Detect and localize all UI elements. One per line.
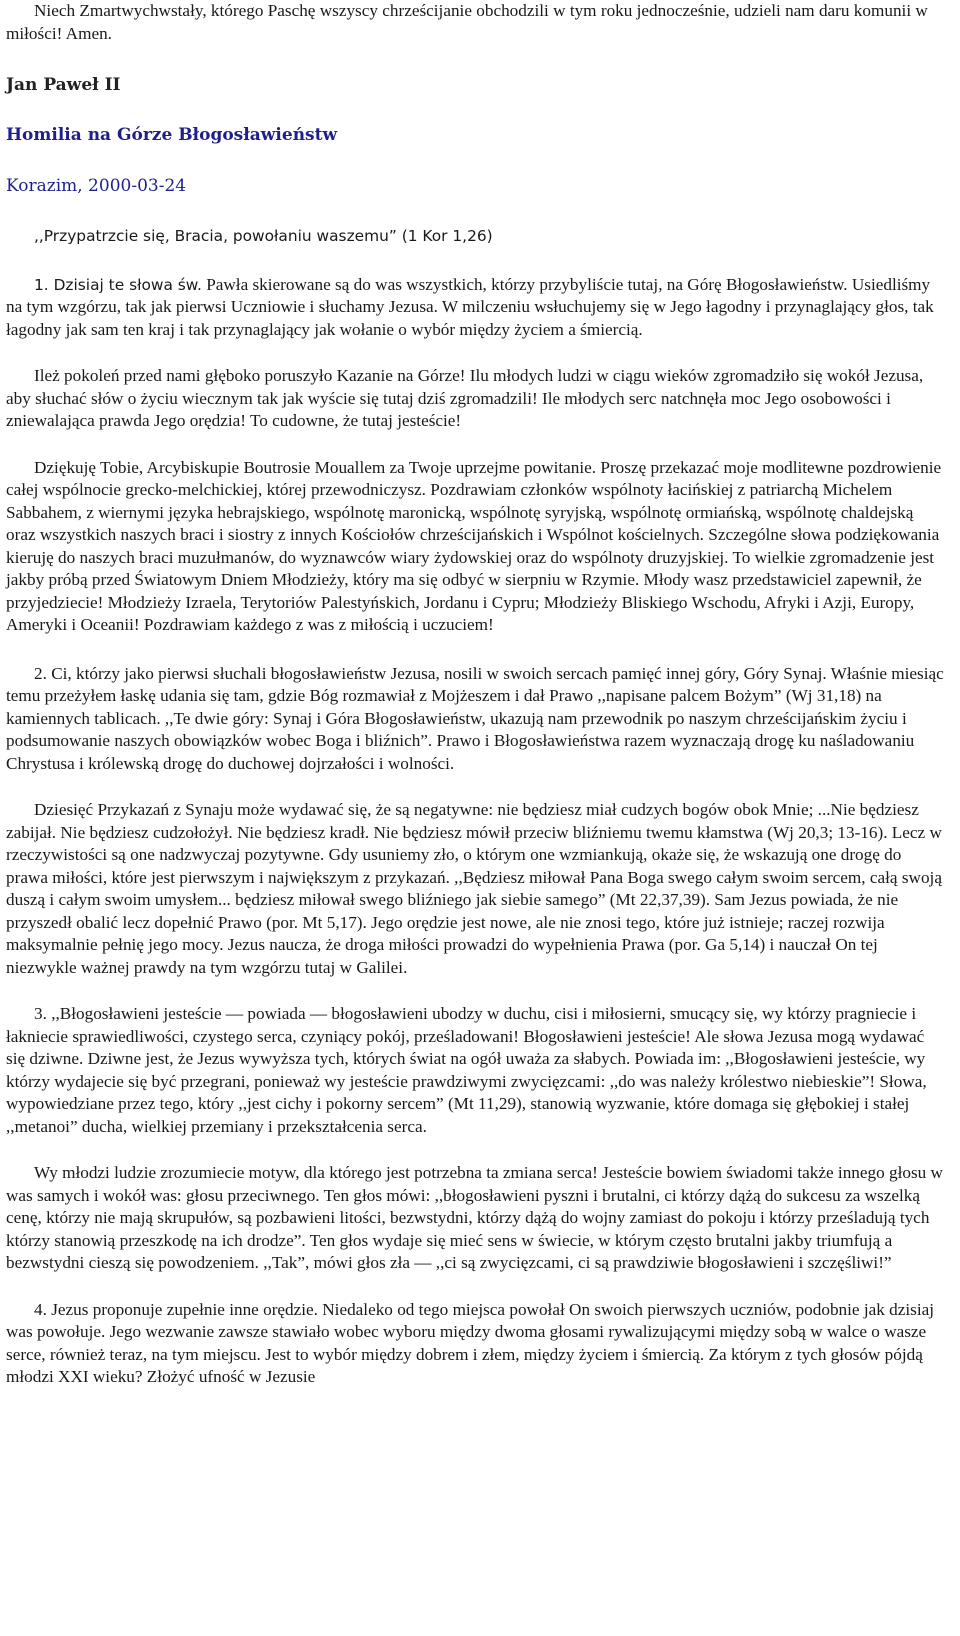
homily-title: Homilia na Górze Błogosławieństw [6, 125, 338, 145]
paragraph-8: 4. Jezus proponuje zupełnie inne orędzie. Niedaleko od tego miejsca powołał On swoich pierwszych uczniów, podobnie jak dzisiaj was powołuje. Jego wezwanie zawsze stawiało wobec wyboru między dwoma głosami rywalizującymi między sobą w walce o wasze serce, również teraz, na tym miejscu. Jest to wybór między dobrem i złem, między życiem i śmiercią. Za którym z tych głosów pójdą młodzi XXI wieku? Złożyć ufność w Jezusie [6, 1299, 935, 1386]
author-heading: Jan Paweł II [6, 75, 121, 95]
motto-quote: ,,Przypatrzcie się, Bracia, powołaniu waszemu” (1 Kor 1,26) [34, 227, 493, 245]
paragraph-5: Dziesięć Przykazań z Synaju może wydawać się, że są negatywne: nie będziesz miał cudzych bogów obok Mnie; ...Nie będziesz zabijał. Nie będziesz cudzołożył. Nie będziesz kradł. Nie będziesz mówił przeciw bliźniemu twemu kłamstwa (Wj 20,3; 13-16). Lecz w rzeczywistości są one nadzwyczaj pozytywne. Gdy usuniemy zło, o którym one wzmiankują, okaże się, że wskazują one drogę do prawa miłości, które jest pierwszym i największym z przykazań. ,,Będziesz miłował Pana Boga swego całym swoim sercem, całą swoją duszą i całym swoim umysłem... będziesz miłował swego bliźniego jak siebie samego” (Mt 22,37,39). Sam Jezus powiada, że nie przyszedł obalić lecz dopełnić Prawo (por. Mt 5,17). Jego orędzie jest nowe, ale nie znosi tego, które już istnieje; raczej rozwija maksymalnie pełnię jego mocy. Jezus naucza, że droga miłości prowadzi do wypełnienia Prawa (por. Ga 5,14) i nauczał On tej niezwykle ważnej prawdy na tym wzgórzu tutaj w Galilei. [6, 800, 942, 977]
paragraph-3: Dziękuję Tobie, Arcybiskupie Boutrosie Mouallem za Twoje uprzejme powitanie. Proszę przekazać moje modlitewne pozdrowienie całej wspólnocie grecko-melchickiej, której przewodniczysz. Pozdrawiam członków wspólnoty łacińskiej z patriarchą Michelem Sabbahem, z wiernymi języka hebrajskiego, wspólnotę maronicką, wspólnotę syryjską, wspólnotę ormiańską, wspólnotę chaldejską oraz wszystkich naszych braci i siostry z innych Kościołów chrześcijańskich i Wspólnot kościelnych. Szczególne słowa podziękowania kieruję do naszych braci muzułmanów, do wyznawców wiary żydowskiej oraz do wspólnoty druzyjskiej. To wielkie zgromadzenie jest jakby próbą przed Światowym Dniem Młodzieży, który ma się odbyć w sierpniu w Rzymie. Młody wasz przedstawiciel zapewnił, że przyjedziecie! Młodzieży Izraela, Terytoriów Palestyńskich, Jordanu i Cypru; Młodzieży Bliskiego Wschodu, Afryki i Azji, Europy, Ameryki i Oceanii! Pozdrawiam każdego z was z miłością i uczuciem! [6, 457, 942, 634]
paragraph-7: Wy młodzi ludzie zrozumiecie motyw, dla którego jest potrzebna ta zmiana serca! Jesteście bowiem świadomi także innego głosu w was samych i wokół was: głosu przeciwnego. Ten głos mówi: ,,błogosławieni pyszni i brutalni, ci którzy dążą do sukcesu za wszelką cenę, którzy nie mają skrupułów, są pozbawieni litości, bezwstydni, którzy dążą do wojny zamiast do pokoju i którzy prześladują tych którzy stanowią przeszkodę na ich drodze”. Ten głos wydaje się mieć sens w świecie, w którym często brutalni jakby triumfują a bezwstydni cieszą się powodzeniem. ,,Tak”, mówi głos zła — ,,ci są zwycięzcami, ci są prawdziwie błogosławieni i szczęśliwi!” [6, 1163, 943, 1272]
place-date: Korazim, 2000-03-24 [6, 176, 187, 196]
paragraph-1-lead: 1. Dzisiaj te słowa św. [34, 275, 202, 294]
paragraph-1-text: Pawła skierowane są do was wszystkich, którzy przybyliście tutaj, na Górę Błogosławieństw. Usiedliśmy na tym wzgórzu, tak jak pierwsi Uczniowie i słuchamy Jezusa. W milczeniu wsłuchujemy się w Jego łagodny i przynaglający głos, tak łagodny jak sam ten kraj i tak przynaglający jak wołanie o wybór między życiem a śmiercią. [6, 274, 934, 339]
paragraph-6: 3. ,,Błogosławieni jesteście — powiada — błogosławieni ubodzy w duchu, cisi i miłosierni, smucący się, wy którzy pragniecie i łakniecie sprawiedliwości, czystego serca, czyniący pokój, prześladowani! Błogosławieni jesteście! Ale słowa Jezusa mogą wydawać się dziwne. Dziwne jest, że Jezus wywyższa tych, których świat na ogół uważa za słabych. Powiada im: ,,Błogosławieni jesteście, wy którzy wydajecie się być przegrani, ponieważ wy jesteście prawdziwymi zwycięzcami: ,,do was należy królestwo niebieskie”! Słowa, wypowiedziane przez tego, który ,,jest cichy i pokorny sercem” (Mt 11,29), stanowią wyzwanie, które domaga się głębokiej i stałej ,,metanoi” ducha, wielkiej przemiany i przekształcenia serca. [6, 1004, 927, 1136]
paragraph-2: Ileż pokoleń przed nami głęboko poruszyło Kazanie na Górze! Ilu młodych ludzi w ciągu wieków zgromadziło się wokół Jezusa, aby słuchać słów o życiu wiecznym tak jak wyście się tutaj dziś zgromadzili! Ile młodych serc natchnęła moc Jego osobowości i zniewalająca prawda Jego orędzia! To cudowne, że tutaj jesteście! [6, 366, 924, 430]
paragraph-intro-end: Niech Zmartwychwstały, którego Paschę wszyscy chrześcijanie obchodzili w tym roku jednocześnie, udzieli nam daru komunii w miłości! Amen. [6, 1, 928, 43]
paragraph-4: 2. Ci, którzy jako pierwsi słuchali błogosławieństw Jezusa, nosili w swoich sercach pamięć innej góry, Góry Synaj. Właśnie miesiąc temu przeżyłem łaskę udania się tam, gdzie Bóg rozmawiał z Mojżeszem i dał Prawo ,,napisane palcem Bożym” (Wj 31,18) na kamiennych tablicach. ,,Te dwie góry: Synaj i Góra Błogosławieństw, ukazują nam przewodnik po naszym chrześcijańskim życiu i podsumowanie naszych obowiązków wobec Boga i bliźnich”. Prawo i Błogosławieństwa razem wyznaczają drogę ku naśladowaniu Chrystusa i królewską drogę do duchowej dojrzałości i wolności. [6, 663, 944, 773]
paragraph-1 [6, 274, 946, 342]
